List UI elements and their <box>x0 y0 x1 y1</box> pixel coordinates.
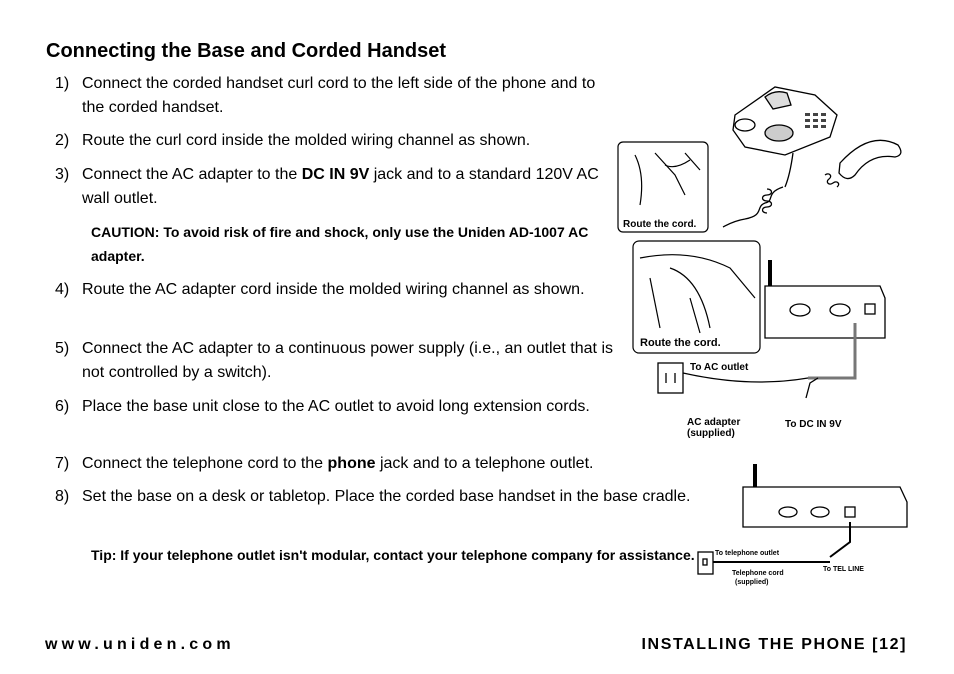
telephone-cord-label: Telephone cord <box>732 570 784 577</box>
page-title: Connecting the Base and Corded Handset <box>46 40 447 62</box>
corded-handset-illustration <box>615 75 915 235</box>
to-tel-line-label: To TEL LINE <box>823 566 864 573</box>
telephone-line-illustration <box>695 462 910 592</box>
route-cord-label-1: Route the cord. <box>623 219 697 230</box>
step-number: 7) <box>55 455 70 472</box>
step-text: Connect the telephone cord to the phone jack and to a telephone outlet. <box>82 455 594 472</box>
ac-adapter-label: AC adapter <box>687 417 741 428</box>
to-dc-in-label: To DC IN 9V <box>785 419 842 430</box>
step-text: Set the base on a desk or tabletop. Place the corded base handset in the base cradle. <box>82 488 691 505</box>
step-6 <box>55 395 615 419</box>
ac-adapter-illustration <box>630 238 890 443</box>
step-text: Route the curl cord inside the molded wiring channel as shown. <box>82 132 531 149</box>
footer-website: www.uniden.com <box>45 636 235 653</box>
route-cord-label-2: Route the cord. <box>640 337 721 349</box>
step-text: Place the base unit close to the AC outlet to avoid long extension cords. <box>82 398 590 415</box>
step-3 <box>55 163 615 211</box>
step-text: Route the AC adapter cord inside the molded wiring channel as shown. <box>82 281 585 298</box>
step-number: 8) <box>55 488 70 505</box>
caution-note: CAUTION: To avoid risk of fire and shock, only use the Uniden AD-1007 AC adapter. <box>91 224 589 264</box>
telephone-cord-supplied-label: (supplied) <box>735 579 769 586</box>
to-telephone-outlet-label: To telephone outlet <box>715 550 780 557</box>
step-4 <box>55 278 615 302</box>
step-2 <box>55 129 615 153</box>
footer-section: INSTALLING THE PHONE [12] <box>641 636 907 653</box>
step-5 <box>55 337 615 385</box>
step-number: 4) <box>55 281 70 298</box>
tip-note: Tip: If your telephone outlet isn't modular, contact your telephone company for assistance. <box>91 547 695 563</box>
step-number: 1) <box>55 75 70 92</box>
step-text: Connect the AC adapter to the DC IN 9V jack and to a standard 120V AC wall outlet. <box>82 166 599 207</box>
step-8 <box>55 485 695 509</box>
step-7 <box>55 452 695 476</box>
step-number: 3) <box>55 166 70 183</box>
step-number: 6) <box>55 398 70 415</box>
step-number: 2) <box>55 132 70 149</box>
step-text: Connect the corded handset curl cord to the left side of the phone and to the corded handset. <box>82 75 596 116</box>
step-number: 5) <box>55 340 70 357</box>
ac-adapter-supplied-label: (supplied) <box>687 428 735 439</box>
to-ac-outlet-label: To AC outlet <box>690 362 749 373</box>
step-1 <box>55 72 615 120</box>
step-text: Connect the AC adapter to a continuous power supply (i.e., an outlet that is not controlled by a switch). <box>82 340 613 381</box>
